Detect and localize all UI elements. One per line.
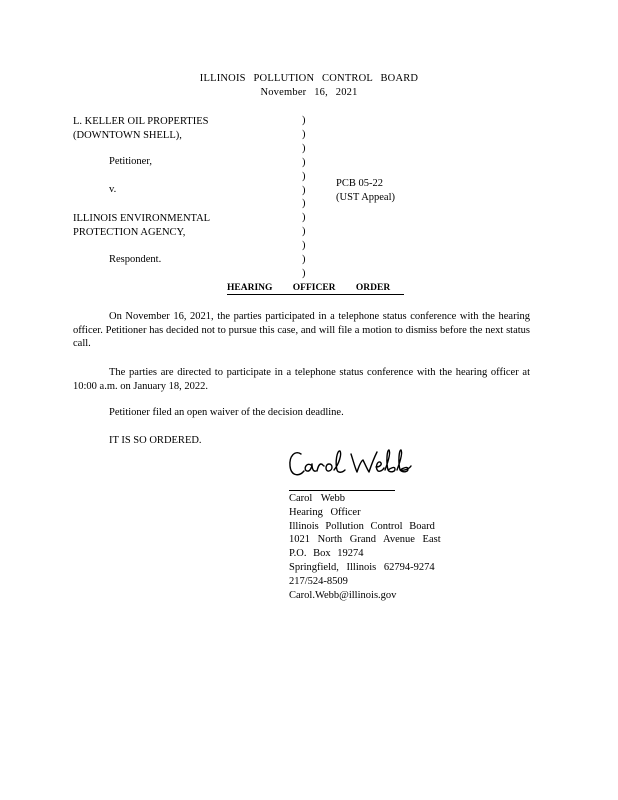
signer-street: 1021 North Grand Avenue East <box>289 534 441 546</box>
petitioner-name-line2: (DOWNTOWN SHELL), <box>73 130 182 141</box>
signer-title: Hearing Officer <box>289 506 361 518</box>
respondent-name-line1: ILLINOIS ENVIRONMENTAL <box>73 213 211 224</box>
handwritten-signature <box>287 446 417 485</box>
respondent-name-line2: PROTECTION AGENCY, <box>73 227 186 238</box>
paragraph-text: The parties are directed to participate in a telephone status conference with the hearing officer at 10:00 a.m. on January 18, 2022. <box>73 367 530 392</box>
order-title: HEARING OFFICER ORDER <box>227 282 404 295</box>
petitioner-label: Petitioner, <box>109 156 153 167</box>
case-number: PCB 05-22 <box>336 178 383 189</box>
paragraph-waiver <box>73 406 530 420</box>
signer-phone: 217/524-8509 <box>289 575 348 587</box>
paragraph-directive <box>73 366 530 393</box>
versus-label: v. <box>109 184 117 195</box>
paragraph-text: On November 16, 2021, the parties participated in a telephone status conference with the hearing officer. Petitioner has decided not to pursue this case, and will file a motion to dismiss before the next status call. <box>73 311 530 350</box>
paragraph-status-conference <box>73 310 530 351</box>
signer-email[interactable]: Carol.Webb@illinois.gov <box>289 589 397 601</box>
paragraph-text: Petitioner filed an open waiver of the decision deadline. <box>109 407 344 418</box>
signer-city-state-zip: Springfield, Illinois 62794-9274 <box>289 561 435 573</box>
signature-block <box>289 492 441 602</box>
signer-po-box: P.O. Box 19274 <box>289 548 364 560</box>
respondent-label: Respondent. <box>109 254 162 265</box>
signature-line <box>289 490 395 491</box>
case-type: (UST Appeal) <box>336 192 396 203</box>
signer-organization: Illinois Pollution Control Board <box>289 520 435 532</box>
signer-name: Carol Webb <box>289 493 345 504</box>
board-name: ILLINOIS POLLUTION CONTROL BOARD <box>199 73 419 84</box>
order-date: November 16, 2021 <box>260 87 358 98</box>
paragraph-text: IT IS SO ORDERED. <box>109 435 202 446</box>
petitioner-name-line1: L. KELLER OIL PROPERTIES <box>73 116 209 127</box>
caption-paren-column: ) ) ) ) ) ) ) ) ) ) ) ) <box>302 115 306 279</box>
